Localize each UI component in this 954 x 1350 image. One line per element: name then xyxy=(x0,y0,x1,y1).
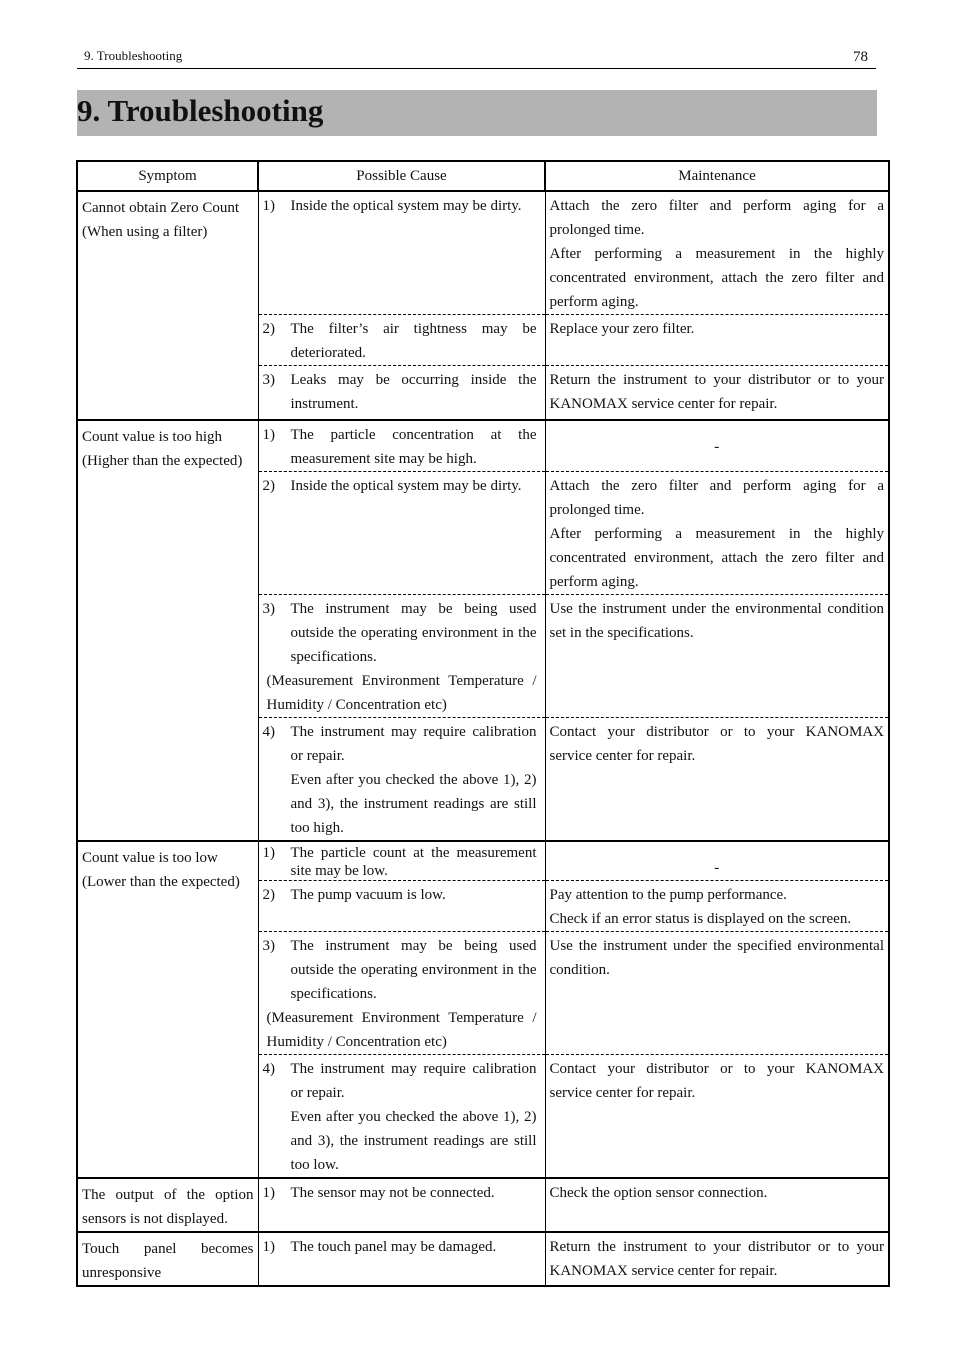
cause-item xyxy=(263,720,537,768)
maintenance-cell xyxy=(545,1178,889,1232)
cause-cell xyxy=(258,841,545,881)
cause-cell xyxy=(258,594,545,717)
cause-cell xyxy=(258,366,545,420)
cause-number: 2) xyxy=(262,886,275,903)
cause-item xyxy=(263,934,537,1006)
cause-item xyxy=(263,597,537,669)
maintenance-text: Check the option sensor connection. xyxy=(549,1185,768,1201)
symptom-cell xyxy=(77,420,258,841)
maintenance-cell xyxy=(545,841,889,881)
cause-cell xyxy=(258,420,545,472)
maintenance-text: Pay attention to the pump performance. xyxy=(549,886,787,903)
cause-text: The filter’s air tightness may be deteriorated. xyxy=(290,321,537,361)
maintenance-text: Contact your distributor or to your KANOMAX service center for repair. xyxy=(549,1060,884,1101)
cause-item xyxy=(263,317,537,365)
cause-item xyxy=(263,423,537,471)
cause-text: The particle count at the measurement site may be low. xyxy=(290,844,537,879)
running-header-section: 9. Troubleshooting xyxy=(84,48,183,63)
maintenance-text: After performing a measurement in the highly concentrated environment, attach the zero filter and perform aging. xyxy=(549,246,884,310)
cause-item xyxy=(263,368,537,416)
cause-cell xyxy=(258,315,545,366)
cause-number: 3) xyxy=(262,600,275,617)
page-title: 9. Troubleshooting xyxy=(77,93,324,128)
cause-number: 1) xyxy=(262,844,275,861)
maintenance-text: Attach the zero filter and perform aging for a prolonged time. xyxy=(549,477,884,518)
cause-number: 1) xyxy=(262,426,275,443)
cause-note: (Measurement Environment Temperature / Humidity / Concentration etc) xyxy=(266,1009,537,1050)
table-body xyxy=(77,191,889,1286)
table-row xyxy=(77,1232,889,1286)
maintenance-text: Return the instrument to your distributor or to your KANOMAX service center for repair. xyxy=(549,372,884,412)
symptom-text: (Lower than the expected) xyxy=(82,873,240,890)
symptom-cell xyxy=(77,191,258,420)
symptom-cell xyxy=(77,1178,258,1232)
cause-item xyxy=(263,1057,537,1105)
cause-cell xyxy=(258,1232,545,1286)
cause-note: (Measurement Environment Temperature / Humidity / Concentration etc) xyxy=(266,672,537,713)
maintenance-text: Use the instrument under the environmental condition set in the specifications. xyxy=(549,600,884,641)
maintenance-text: After performing a measurement in the highly concentrated environment, attach the zero filter and perform aging. xyxy=(549,525,884,590)
table-row xyxy=(77,420,889,472)
cause-number: 4) xyxy=(262,723,275,740)
maintenance-text: Check if an error status is displayed on the screen. xyxy=(549,910,852,927)
maintenance-cell xyxy=(545,366,889,420)
maintenance-cell xyxy=(545,594,889,717)
maintenance-text: Replace your zero filter. xyxy=(549,321,695,337)
cause-number: 2) xyxy=(262,321,275,337)
cause-item xyxy=(263,1235,537,1259)
cause-number: 1) xyxy=(262,1239,275,1255)
cause-cell xyxy=(258,717,545,841)
maintenance-text: - xyxy=(714,438,720,455)
symptom-text: Count value is too low xyxy=(82,849,218,866)
maintenance-cell xyxy=(545,931,889,1054)
table-row xyxy=(77,1178,889,1232)
symptom-text: The output of the option sensors is not displayed. xyxy=(82,1187,254,1227)
cause-item xyxy=(263,883,537,907)
symptom-text: (When using a filter) xyxy=(82,224,208,240)
table-header-row xyxy=(77,161,889,191)
cause-number: 1) xyxy=(262,1185,275,1201)
maintenance-text: Use the instrument under the specified environmental condition. xyxy=(549,937,884,978)
cause-cell xyxy=(258,471,545,594)
symptom-text: Cannot obtain Zero Count xyxy=(82,200,240,216)
cause-number: 3) xyxy=(262,937,275,954)
cause-text: The touch panel may be damaged. xyxy=(290,1239,497,1255)
maintenance-text: Attach the zero filter and perform aging for a prolonged time. xyxy=(549,198,884,238)
cause-text: The instrument may be being used outside the operating environment in the specifications. xyxy=(290,937,537,1002)
cause-text: The particle concentration at the measurement site may be high. xyxy=(290,426,537,467)
cause-cell xyxy=(258,880,545,931)
cause-cell xyxy=(258,931,545,1054)
cause-text: The instrument may require calibration or repair. xyxy=(290,723,537,764)
cause-number: 2) xyxy=(262,477,275,494)
symptom-text: (Higher than the expected) xyxy=(82,452,243,469)
cause-text: Inside the optical system may be dirty. xyxy=(290,477,522,494)
maintenance-cell xyxy=(545,1232,889,1286)
cause-text: The instrument may require calibration or repair. xyxy=(290,1060,537,1101)
maintenance-cell xyxy=(545,717,889,841)
maintenance-text: Contact your distributor or to your KANOMAX service center for repair. xyxy=(549,723,884,764)
cause-number: 1) xyxy=(262,198,275,214)
maintenance-cell xyxy=(545,420,889,472)
cause-cell xyxy=(258,1178,545,1232)
cause-item xyxy=(263,474,537,498)
symptom-text: Count value is too high xyxy=(82,428,222,445)
maintenance-cell xyxy=(545,880,889,931)
maintenance-cell xyxy=(545,315,889,366)
cause-cell xyxy=(258,1054,545,1178)
header-possible-cause: Possible Cause xyxy=(258,161,545,191)
symptom-text: Touch panel becomes unresponsive xyxy=(82,1241,254,1281)
symptom-cell xyxy=(77,1232,258,1286)
header-symptom: Symptom xyxy=(77,161,258,191)
cause-continuation: Even after you checked the above 1), 2) and 3), the instrument readings are still too high. xyxy=(290,771,537,836)
table-row xyxy=(77,841,889,881)
header-maintenance: Maintenance xyxy=(545,161,889,191)
header-rule xyxy=(77,68,876,69)
symptom-cell xyxy=(77,841,258,1179)
cause-text: The instrument may be being used outside the operating environment in the specifications. xyxy=(290,600,537,665)
maintenance-text: Return the instrument to your distributor or to your KANOMAX service center for repair. xyxy=(549,1239,884,1279)
cause-cell xyxy=(258,191,545,315)
maintenance-cell xyxy=(545,1054,889,1178)
maintenance-cell xyxy=(545,191,889,315)
page-number: 78 xyxy=(853,49,868,65)
troubleshooting-table xyxy=(76,160,890,1287)
cause-continuation: Even after you checked the above 1), 2) and 3), the instrument readings are still too low. xyxy=(290,1108,537,1173)
cause-text: Leaks may be occurring inside the instrument. xyxy=(290,372,537,412)
cause-text: The sensor may not be connected. xyxy=(290,1185,495,1201)
cause-number: 4) xyxy=(262,1060,275,1077)
cause-item xyxy=(263,1181,537,1205)
cause-item xyxy=(263,844,537,880)
table-row xyxy=(77,191,889,315)
cause-text: The pump vacuum is low. xyxy=(290,886,446,903)
maintenance-text: - xyxy=(714,859,720,876)
cause-item xyxy=(263,194,537,218)
cause-number: 3) xyxy=(262,372,275,388)
maintenance-cell xyxy=(545,471,889,594)
cause-text: Inside the optical system may be dirty. xyxy=(290,198,522,214)
